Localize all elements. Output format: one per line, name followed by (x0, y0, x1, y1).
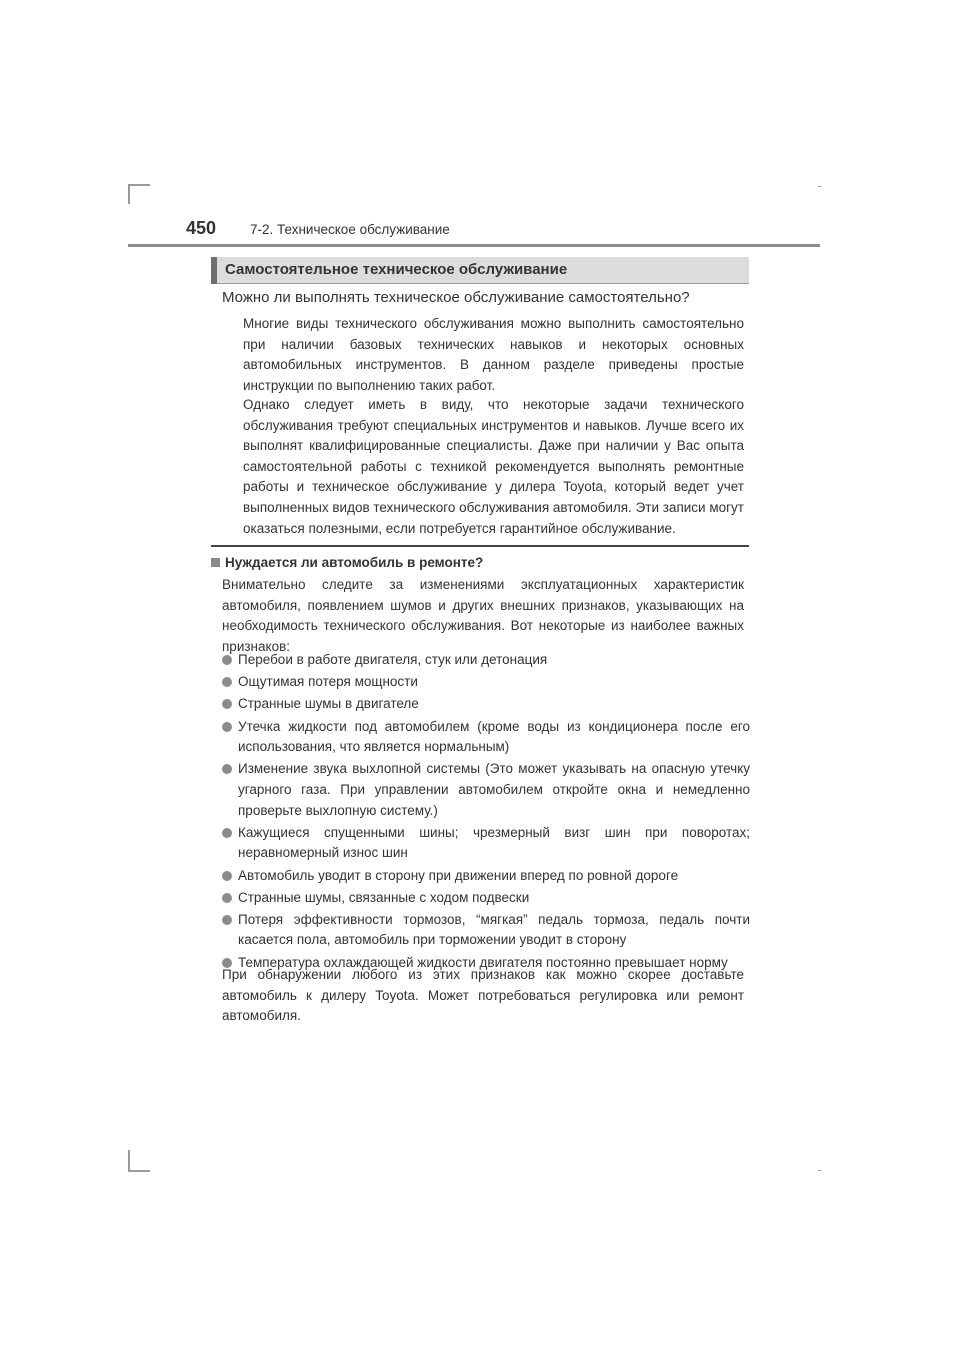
page-number: 450 (186, 218, 217, 238)
list-item-text: Изменение звука выхлопной системы (Это может указывать на опасную утечку угарного газа. При управлении автомобилем откройте окна и немедленно проверьте выхлопную систему.) (238, 761, 750, 818)
list-item (222, 888, 750, 909)
chapter-title: 7-2. Техническое обслуживание (250, 222, 450, 237)
bullet-dot-icon (222, 677, 232, 687)
crop-mark-top-left-horizontal (128, 184, 150, 186)
section-bar-accent (211, 257, 217, 284)
list-item-text: Утечка жидкости под автомобилем (кроме воды из кондиционера после его использования, что является нормальным) (238, 718, 750, 755)
bullet-dot-icon (222, 871, 232, 881)
list-item (222, 866, 750, 887)
list-item (222, 672, 750, 693)
crop-mark-bottom-left-horizontal (128, 1170, 150, 1172)
section-divider (211, 545, 749, 547)
list-item-text: Странные шумы в двигателе (238, 696, 419, 712)
list-item (222, 759, 750, 821)
section-question: Можно ли выполнять техническое обслуживание самостоятельно? (222, 289, 690, 306)
section-title: Самостоятельное техническое обслуживание (225, 261, 568, 278)
bullet-dot-icon (222, 764, 232, 774)
section-paragraph: Однако следует иметь в виду, что некоторые задачи технического обслуживания требуют специальных инструментов и навыков. Лучше всего их выполнят квалифицированные специалисты. Даже при наличии у Вас опыта самостоятельной работы с техникой рекомендуется выполнять ремонтные работы и техническое обслуживание у дилера Toyota, который ведет учет выполненных видов технического обслуживания автомобиля. Эти записи могут оказаться полезными, если потребуется гарантийное обслуживание. (243, 397, 744, 536)
square-bullet-icon (211, 558, 220, 567)
list-item-text: Перебои в работе двигателя, стук или детонация (238, 652, 548, 667)
section-title-bar (211, 257, 749, 284)
repair-heading (211, 555, 483, 570)
repair-heading-text: Нуждается ли автомобиль в ремонте? (225, 555, 484, 570)
section-paragraph: Многие виды технического обслуживания можно выполнить самостоятельно при наличии базовых технических навыков и некоторых основных автомобильных инструментов. В данном разделе приведены простые инструкции по выполнению таких работ. (243, 316, 744, 393)
crop-mark-top-right (818, 186, 821, 187)
list-item (222, 717, 750, 758)
bullet-dot-icon (222, 828, 232, 838)
header-rule (128, 244, 820, 247)
list-item-text: Автомобиль уводит в сторону при движении вперед по ровной дороге (238, 867, 679, 883)
list-item-text: Странные шумы, связанные с ходом подвески (238, 889, 530, 905)
bullet-dot-icon (222, 915, 232, 925)
crop-mark-top-left-vertical (128, 184, 130, 204)
list-item-text: Потеря эффективности тормозов, “мягкая” педаль тормоза, педаль почти касается пола, автомобиль при торможении уводит в сторону (238, 911, 750, 948)
list-item (222, 694, 750, 715)
bullet-dot-icon (222, 893, 232, 903)
list-item-text: Ощутимая потеря мощности (238, 674, 418, 690)
list-item (222, 650, 750, 671)
crop-mark-bottom-right (818, 1170, 821, 1171)
symptom-list (222, 650, 750, 975)
bullet-dot-icon (222, 655, 232, 665)
repair-outro: При обнаружении любого из этих признаков как можно скорее доставьте автомобиль к дилеру Toyota. Может потребоваться регулировка или ремонт автомобиля. (222, 967, 744, 1024)
list-item (222, 823, 750, 864)
page-header (128, 214, 820, 246)
crop-mark-bottom-left-vertical (128, 1150, 130, 1172)
bullet-dot-icon (222, 722, 232, 732)
repair-intro: Внимательно следите за изменениями эксплуатационных характеристик автомобиля, появлением шумов и других внешних признаков, указывающих на необходимость технического обслуживания. Вот некоторые из наиболее важных признаков: (222, 577, 744, 654)
list-item-text: Температура охлаждающей жидкости двигателя постоянно превышает норму (238, 954, 728, 970)
bullet-dot-icon (222, 699, 232, 709)
list-item-text: Кажущиеся спущенными шины; чрезмерный визг шин при поворотах; неравномерный износ шин (238, 824, 750, 861)
list-item (222, 910, 750, 951)
